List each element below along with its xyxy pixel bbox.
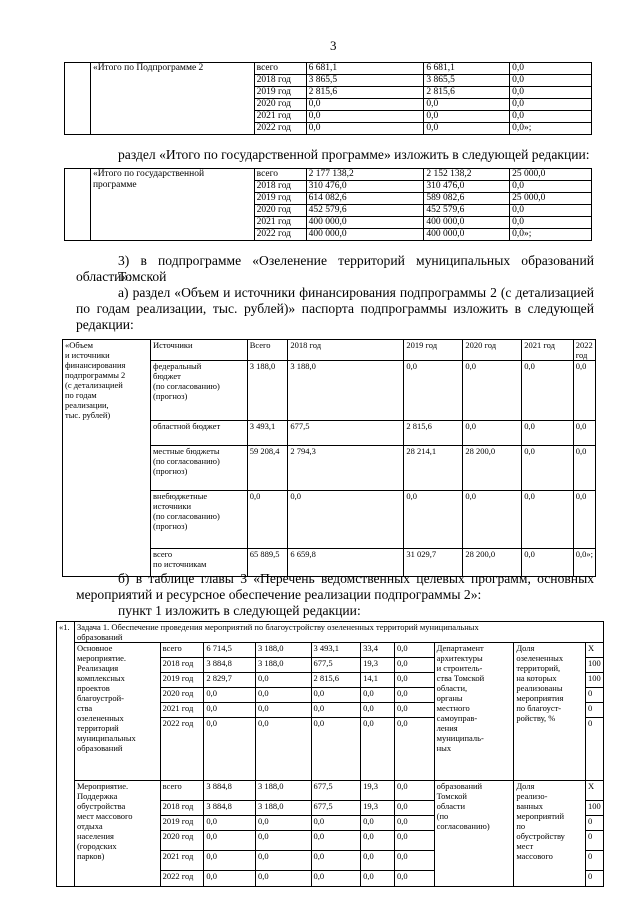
value-cell: всего <box>160 643 204 658</box>
paragraph-subprogram-line2: области»: <box>76 269 133 284</box>
value-cell: 0,0»; <box>573 549 595 577</box>
value-cell: 19,3 <box>361 801 395 816</box>
item-number: «1. <box>57 622 75 887</box>
value-cell: 2019 год <box>254 193 306 205</box>
value-cell: 0,0 <box>510 217 592 229</box>
task-row <box>57 622 604 643</box>
executor-cell: Департамент архитектуры и строитель- ства Томской области, органы местного самоуправ- ления муниципаль- ных <box>434 643 514 781</box>
value-cell: 0,0 <box>394 781 434 801</box>
value-cell: 3 865,5 <box>306 75 424 87</box>
value-cell: 0,0 <box>522 446 573 491</box>
value-cell: 3 188,0 <box>255 801 311 816</box>
value-cell: 0,0 <box>255 816 311 831</box>
value-cell: 0,0»; <box>510 229 592 241</box>
indicator-value: Х <box>586 643 604 658</box>
value-cell: 2 152 138,2 <box>424 169 510 181</box>
table-row <box>57 781 604 801</box>
value-cell: 310 476,0 <box>306 181 424 193</box>
value-cell: 677,5 <box>311 781 361 801</box>
value-cell: 6 659,8 <box>288 549 404 577</box>
value-cell: 0,0 <box>361 703 395 718</box>
value-cell: 0,0 <box>394 871 434 887</box>
value-cell: 0,0 <box>463 361 522 421</box>
value-cell: 2021 год <box>160 703 204 718</box>
value-cell: 2 794,3 <box>288 446 404 491</box>
value-cell: 6 681,1 <box>306 63 424 75</box>
page-number: 3 <box>330 38 337 53</box>
value-cell: 452 579,6 <box>424 205 510 217</box>
value-cell: 65 889,5 <box>247 549 288 577</box>
value-cell: 0,0 <box>247 491 288 549</box>
value-cell: 2 815,6 <box>311 673 361 688</box>
value-cell: 3 188,0 <box>255 781 311 801</box>
row-label: «Итого по государственной программе <box>90 169 254 241</box>
value-cell: 310 476,0 <box>424 181 510 193</box>
value-cell: 2021 год <box>254 111 306 123</box>
value-cell: 0,0 <box>424 111 510 123</box>
value-cell: 0,0 <box>394 673 434 688</box>
paragraph-passport-line3: редакции: <box>76 317 134 332</box>
executor-cell: образований Томской области (по согласованию) <box>434 781 514 887</box>
empty-cell <box>65 169 91 241</box>
value-cell: 2020 год <box>160 831 204 851</box>
value-cell: 2022 год <box>254 123 306 135</box>
value-cell: 0,0 <box>510 99 592 111</box>
paragraph-subprogram-line1: 3) в подпрограмме «Озеленение территорий муниципальных образований Томской <box>118 253 594 284</box>
value-cell: 589 082,6 <box>424 193 510 205</box>
header-cell: 2022 год <box>573 340 595 361</box>
value-cell: 2022 год <box>254 229 306 241</box>
value-cell: 0,0 <box>204 831 256 851</box>
value-cell: 3 884,8 <box>204 658 256 673</box>
value-cell: 2022 год <box>160 871 204 887</box>
value-cell: 2018 год <box>160 801 204 816</box>
value-cell: 2 829,7 <box>204 673 256 688</box>
value-cell: 0,0 <box>510 75 592 87</box>
value-cell: 14,1 <box>361 673 395 688</box>
value-cell: 0,0 <box>522 421 573 446</box>
table-row <box>65 169 592 181</box>
value-cell: 0,0 <box>394 688 434 703</box>
value-cell: 0,0 <box>573 421 595 446</box>
indicator-value: 0 <box>586 718 604 781</box>
value-cell: 677,5 <box>311 658 361 673</box>
value-cell: 2019 год <box>160 673 204 688</box>
value-cell: 2020 год <box>254 205 306 217</box>
value-cell: 2018 год <box>254 181 306 193</box>
value-cell: 0,0 <box>510 181 592 193</box>
value-cell: 0,0 <box>394 831 434 851</box>
value-cell: 0,0 <box>394 816 434 831</box>
value-cell: 677,5 <box>311 801 361 816</box>
value-cell: 0,0»; <box>510 123 592 135</box>
value-cell: 25 000,0 <box>510 169 592 181</box>
value-cell: 0,0 <box>288 491 404 549</box>
value-cell: 3 884,8 <box>204 781 256 801</box>
value-cell: 2 815,6 <box>404 421 463 446</box>
value-cell: 400 000,0 <box>424 229 510 241</box>
value-cell: 6 681,1 <box>424 63 510 75</box>
value-cell: 0,0 <box>463 491 522 549</box>
value-cell: 0,0 <box>311 718 361 781</box>
value-cell: 0,0 <box>510 87 592 99</box>
value-cell: 0,0 <box>311 851 361 871</box>
value-cell: 0,0 <box>394 801 434 816</box>
value-cell: 0,0 <box>404 491 463 549</box>
value-cell: 400 000,0 <box>424 217 510 229</box>
value-cell: 59 208,4 <box>247 446 288 491</box>
value-cell: 2019 год <box>254 87 306 99</box>
paragraph-total-program: раздел «Итого по государственной программе» изложить в следующей редакции: <box>118 147 590 162</box>
value-cell: 0,0 <box>204 703 256 718</box>
value-cell: 2019 год <box>160 816 204 831</box>
value-cell: 0,0 <box>255 851 311 871</box>
value-cell: 19,3 <box>361 658 395 673</box>
value-cell: 3 884,8 <box>204 801 256 816</box>
value-cell: 31 029,7 <box>404 549 463 577</box>
value-cell: 2018 год <box>160 658 204 673</box>
value-cell: всего <box>254 169 306 181</box>
indicator-value: 0 <box>586 703 604 718</box>
paragraph-table-chapter-line2: мероприятий и ресурсное обеспечение реализации подпрограммы 2»: <box>76 587 482 602</box>
indicator-value: 0 <box>586 688 604 703</box>
event-name: Основное мероприятие. Реализация комплексных проектов благоустрой- ства озелененных территорий муниципальных образований <box>74 643 160 781</box>
value-cell: 0,0 <box>255 673 311 688</box>
value-cell: 400 000,0 <box>306 217 424 229</box>
value-cell: 0,0 <box>361 831 395 851</box>
task-cell: Задача 1. Обеспечение проведения мероприятий по благоустройству озелененных территорий муниципальных образований <box>74 622 603 643</box>
source-cell: областной бюджет <box>151 421 248 446</box>
value-cell: 0,0 <box>311 688 361 703</box>
value-cell: всего <box>160 781 204 801</box>
value-cell: 19,3 <box>361 781 395 801</box>
value-cell: 0,0 <box>204 816 256 831</box>
value-cell: 2 815,6 <box>424 87 510 99</box>
value-cell: 6 714,5 <box>204 643 256 658</box>
value-cell: 3 188,0 <box>255 643 311 658</box>
value-cell: 0,0 <box>424 123 510 135</box>
value-cell: всего <box>254 63 306 75</box>
total-subprogram-table <box>64 62 592 135</box>
value-cell: 0,0 <box>522 549 573 577</box>
value-cell: 0,0 <box>306 123 424 135</box>
value-cell: 0,0 <box>573 446 595 491</box>
indicator-value: 100 <box>586 801 604 816</box>
value-cell: 0,0 <box>394 643 434 658</box>
value-cell: 2021 год <box>254 217 306 229</box>
value-cell: 0,0 <box>394 851 434 871</box>
value-cell: 0,0 <box>255 718 311 781</box>
value-cell: 0,0 <box>510 63 592 75</box>
value-cell: 0,0 <box>255 831 311 851</box>
total-program-table <box>64 168 592 241</box>
value-cell: 33,4 <box>361 643 395 658</box>
value-cell: 3 865,5 <box>424 75 510 87</box>
value-cell: 0,0 <box>255 871 311 887</box>
indicator-value: 0 <box>586 871 604 887</box>
header-cell: 2018 год <box>288 340 404 361</box>
value-cell: 0,0 <box>522 361 573 421</box>
paragraph-passport-line1: а) раздел «Объем и источники финансирования подпрограммы 2 (с детализацией <box>118 285 594 300</box>
source-cell: внебюджетные источники (по согласованию) (прогноз) <box>151 491 248 549</box>
value-cell: 0,0 <box>361 816 395 831</box>
value-cell: 25 000,0 <box>510 193 592 205</box>
paragraph-item-1: пункт 1 изложить в следующей редакции: <box>118 603 361 618</box>
value-cell: 0,0 <box>204 718 256 781</box>
value-cell: 2022 год <box>160 718 204 781</box>
empty-cell <box>65 63 91 135</box>
indicator-name: Доля озелененных территорий, на которых реализованы мероприятия по благоуст- ройству, % <box>514 643 586 781</box>
value-cell: 3 493,1 <box>247 421 288 446</box>
value-cell: 0,0 <box>361 851 395 871</box>
value-cell: 0,0 <box>394 658 434 673</box>
value-cell: 2021 год <box>160 851 204 871</box>
indicator-value: 0 <box>586 831 604 851</box>
paragraph-table-chapter-line1: б) в таблице главы 3 «Перечень ведомственных целевых программ, основных <box>118 571 594 586</box>
value-cell: 3 493,1 <box>311 643 361 658</box>
program-measures-table <box>56 621 604 887</box>
value-cell: 0,0 <box>404 361 463 421</box>
header-cell: 2020 год <box>463 340 522 361</box>
value-cell: 0,0 <box>463 421 522 446</box>
header-cell: 2019 год <box>404 340 463 361</box>
indicator-value: 100 <box>586 673 604 688</box>
value-cell: 0,0 <box>394 703 434 718</box>
financing-sources-table <box>62 339 596 577</box>
value-cell: 0,0 <box>394 718 434 781</box>
value-cell: 0,0 <box>573 491 595 549</box>
value-cell: 452 579,6 <box>306 205 424 217</box>
value-cell: 28 214,1 <box>404 446 463 491</box>
value-cell: 3 188,0 <box>255 658 311 673</box>
event-name: Мероприятие. Поддержка обустройства мест массового отдыха населения (городских парков) <box>74 781 160 887</box>
value-cell: 0,0 <box>361 871 395 887</box>
value-cell: 2020 год <box>254 99 306 111</box>
value-cell: 2 815,6 <box>306 87 424 99</box>
value-cell: 0,0 <box>255 688 311 703</box>
value-cell: 0,0 <box>306 111 424 123</box>
value-cell: 2 177 138,2 <box>306 169 424 181</box>
value-cell: 3 188,0 <box>288 361 404 421</box>
value-cell: 2018 год <box>254 75 306 87</box>
value-cell: 0,0 <box>311 703 361 718</box>
value-cell: 0,0 <box>361 688 395 703</box>
value-cell: 0,0 <box>573 361 595 421</box>
value-cell: 0,0 <box>522 491 573 549</box>
table-row <box>65 63 592 75</box>
header-row <box>63 340 596 361</box>
indicator-name: Доля реализо- ванных мероприятий по обустройству мест массового <box>514 781 586 887</box>
row-label: «Итого по Подпрограмме 2 <box>90 63 254 135</box>
value-cell: 400 000,0 <box>306 229 424 241</box>
value-cell: 0,0 <box>311 831 361 851</box>
value-cell: 0,0 <box>311 816 361 831</box>
value-cell: 0,0 <box>255 703 311 718</box>
indicator-value: Х <box>586 781 604 801</box>
value-cell: 0,0 <box>306 99 424 111</box>
indicator-value: 0 <box>586 851 604 871</box>
header-cell: 2021 год <box>522 340 573 361</box>
value-cell: 0,0 <box>424 99 510 111</box>
value-cell: 0,0 <box>204 688 256 703</box>
table-row <box>57 643 604 658</box>
value-cell: 2020 год <box>160 688 204 703</box>
indicator-value: 0 <box>586 816 604 831</box>
value-cell: 0,0 <box>204 851 256 871</box>
value-cell: 0,0 <box>311 871 361 887</box>
row-label: «Объем и источники финансирования подпрограммы 2 (с детализацией по годам реализации, тыс. рублей) <box>63 340 151 577</box>
value-cell: 0,0 <box>361 718 395 781</box>
source-cell: федеральный бюджет (по согласованию) (прогноз) <box>151 361 248 421</box>
value-cell: 28 200,0 <box>463 446 522 491</box>
value-cell: 3 188,0 <box>247 361 288 421</box>
source-cell: всего по источникам <box>151 549 248 577</box>
paragraph-passport-line2: по годам реализации, тыс. рублей)» паспорта подпрограммы изложить в следующей <box>76 301 594 316</box>
value-cell: 614 082,6 <box>306 193 424 205</box>
value-cell: 677,5 <box>288 421 404 446</box>
value-cell: 0,0 <box>510 111 592 123</box>
header-cell: Источники <box>151 340 248 361</box>
value-cell: 0,0 <box>204 871 256 887</box>
value-cell: 0,0 <box>510 205 592 217</box>
value-cell: 28 200,0 <box>463 549 522 577</box>
header-cell: Всего <box>247 340 288 361</box>
indicator-value: 100 <box>586 658 604 673</box>
source-cell: местные бюджеты (по согласованию) (прогноз) <box>151 446 248 491</box>
